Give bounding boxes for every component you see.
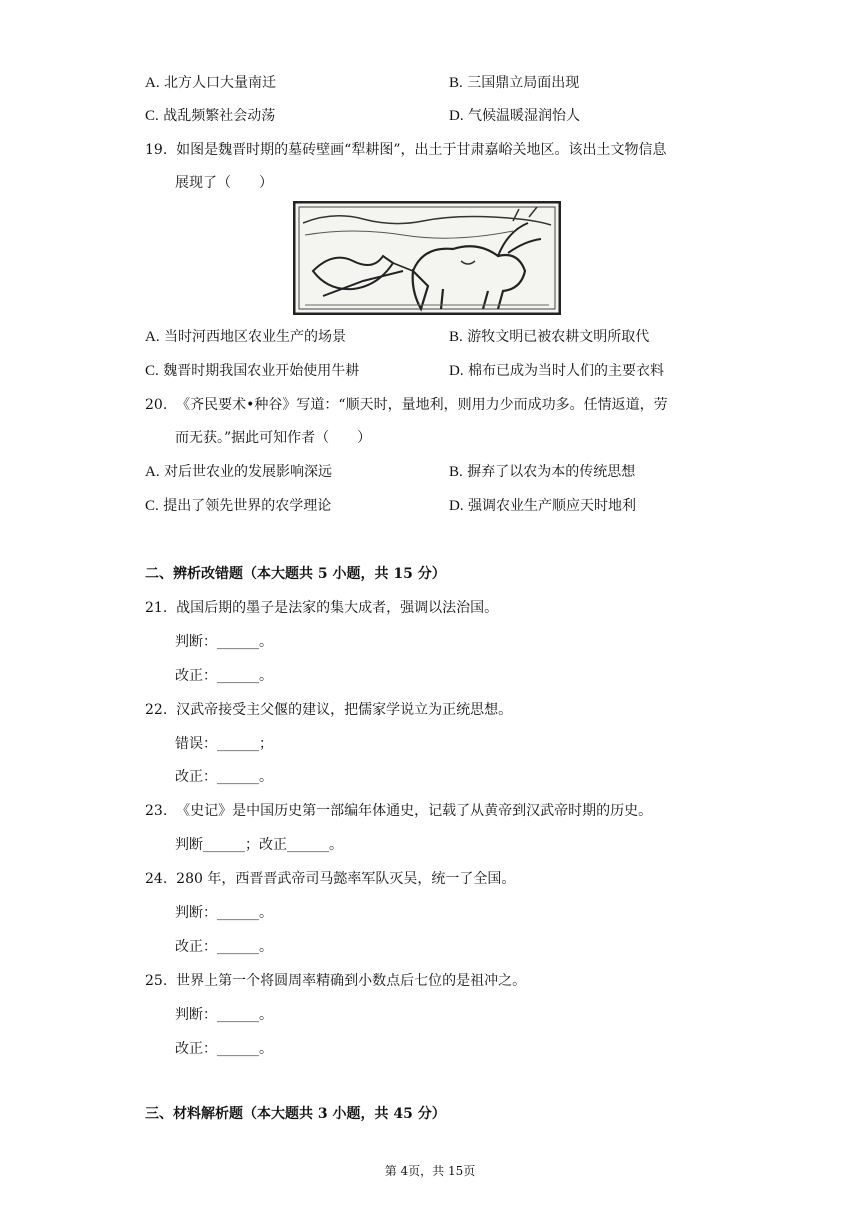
q19-stem-line1: 19. 如图是魏晋时期的墓砖壁画“犁耕图”，出土于甘肃嘉峪关地区。该出土文物信息 xyxy=(145,142,667,158)
q22-stem: 22. 汉武帝接受主父偃的建议，把儒家学说立为正统思想。 xyxy=(145,702,513,718)
q22-answer-error: 错误：______； xyxy=(175,736,273,752)
q21-stem: 21. 战国后期的墨子是法家的集大成者，强调以法治国。 xyxy=(145,600,499,616)
q24-stem: 24. 280 年，西晋晋武帝司马懿率军队灭吴，统一了全国。 xyxy=(145,871,516,887)
q20-stem-line2: 而无获。”据此可知作者（ ） xyxy=(175,430,372,446)
q24-answer-judge: 判断：______。 xyxy=(175,905,273,921)
q18-option-b: B. 三国鼎立局面出现 xyxy=(449,75,580,91)
q21-answer-judge: 判断：______。 xyxy=(175,634,273,650)
q25-answer-correct: 改正：______。 xyxy=(175,1041,273,1057)
q21-answer-correct: 改正：______。 xyxy=(175,668,273,684)
q18-option-c: C. 战乱频繁社会动荡 xyxy=(145,108,276,124)
q24-answer-correct: 改正：______。 xyxy=(175,939,273,955)
q20-stem-line1: 20. 《齐民要术•种谷》写道：“顺天时，量地利，则用力少而成功多。任情返道，劳 xyxy=(145,397,668,413)
q19-option-b: B. 游牧文明已被农耕文明所取代 xyxy=(449,329,650,345)
plough-mural-image xyxy=(293,201,561,315)
q20-option-c: C. 提出了领先世界的农学理论 xyxy=(145,498,332,514)
q23-answer: 判断______；改正______。 xyxy=(175,837,343,853)
q25-answer-judge: 判断：______。 xyxy=(175,1007,273,1023)
q20-option-b: B. 摒弃了以农为本的传统思想 xyxy=(449,464,636,480)
page-footer: 第 4页，共 15页 xyxy=(384,1164,476,1178)
q18-option-a: A. 北方人口大量南迁 xyxy=(145,75,277,91)
q19-option-c: C. 魏晋时期我国农业开始使用牛耕 xyxy=(145,363,360,379)
q19-stem-line2: 展现了（ ） xyxy=(175,175,273,191)
q23-stem: 23. 《史记》是中国历史第一部编年体通史，记载了从黄帝到汉武帝时期的历史。 xyxy=(145,803,653,819)
q19-option-d: D. 棉布已成为当时人们的主要衣料 xyxy=(449,363,665,379)
q22-answer-correct: 改正：______。 xyxy=(175,769,273,785)
q19-option-a: A. 当时河西地区农业生产的场景 xyxy=(145,329,347,345)
section-3-title: 三、材料解析题（本大题共 3 小题，共 45 分） xyxy=(145,1106,446,1122)
section-2-title: 二、辨析改错题（本大题共 5 小题，共 15 分） xyxy=(145,566,446,582)
q18-option-d: D. 气候温暖湿润怡人 xyxy=(449,108,581,124)
q25-stem: 25. 世界上第一个将圆周率精确到小数点后七位的是祖冲之。 xyxy=(145,973,527,989)
q20-option-d: D. 强调农业生产顺应天时地利 xyxy=(449,498,637,514)
q20-option-a: A. 对后世农业的发展影响深远 xyxy=(145,464,333,480)
